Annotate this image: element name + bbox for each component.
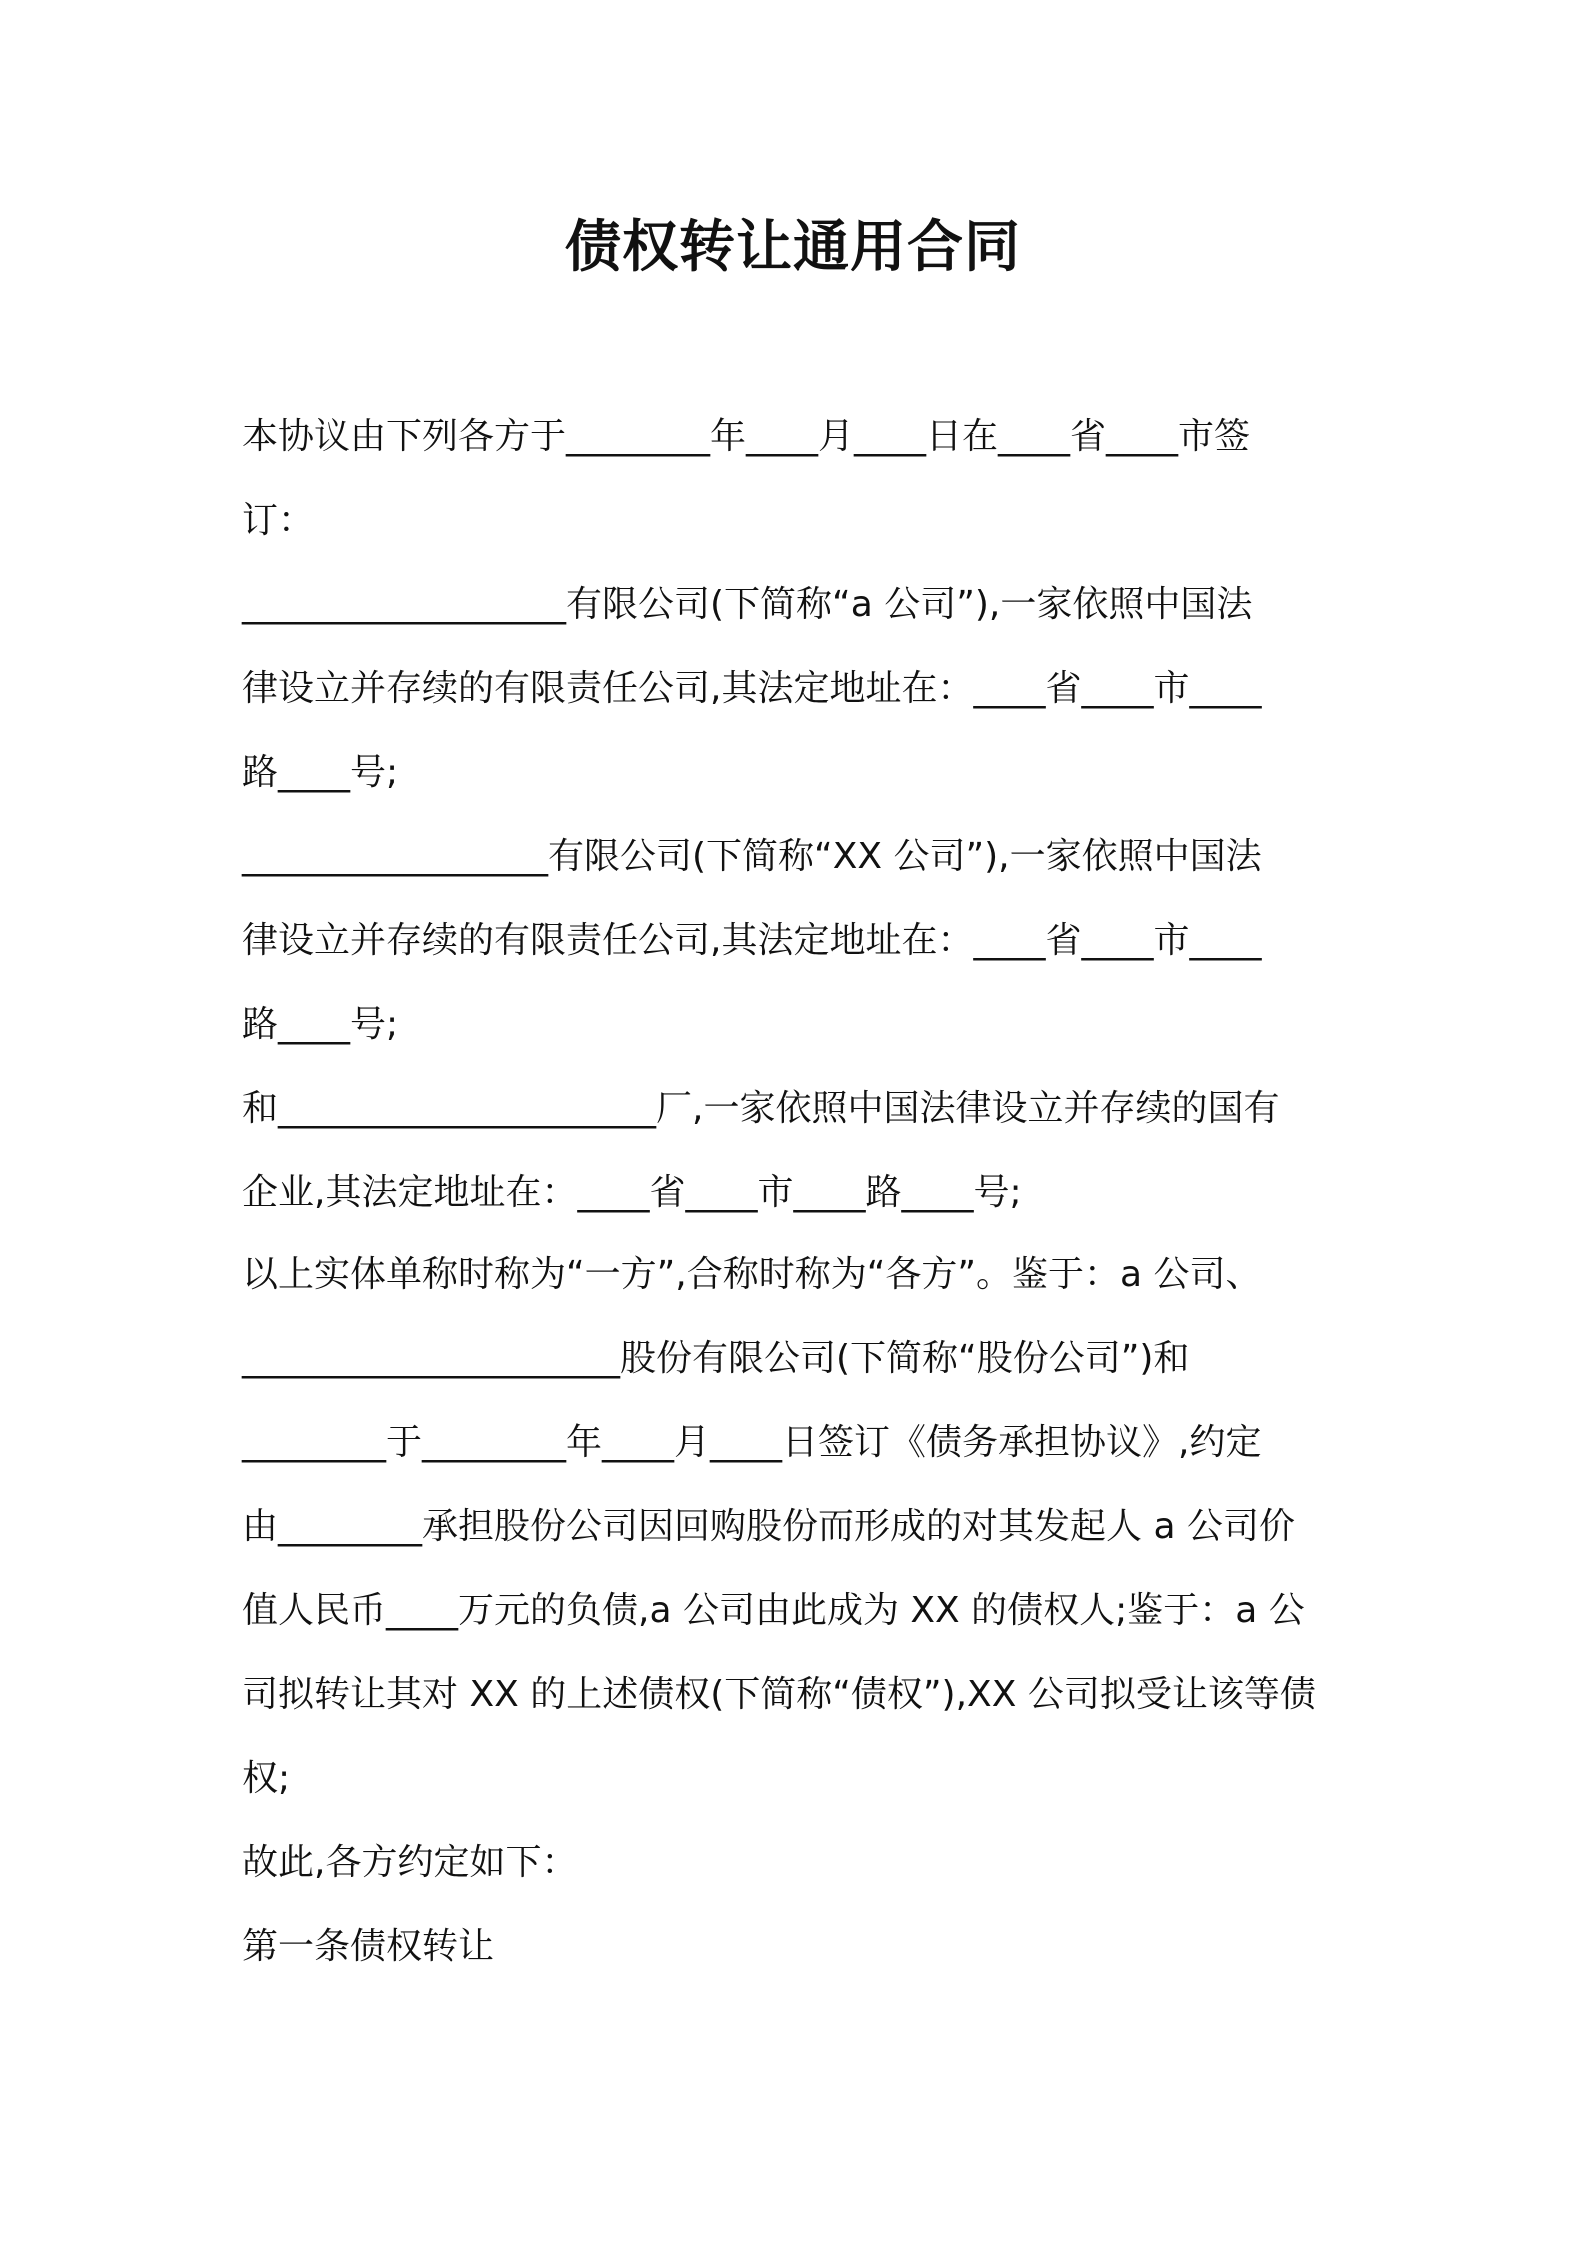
body-line: 律设立并存续的有限责任公司,其法定地址在：____省____市____ [242,668,1262,709]
body-line: 以上实体单称时称为“一方”,合称时称为“各方”。鉴于：a 公司、 [242,1254,1262,1295]
body-line: 路____号; [242,1004,399,1045]
body-line: 路____号; [242,752,399,793]
body-line: 值人民币____万元的负债,a 公司由此成为 XX 的债权人;鉴于：a 公 [242,1590,1305,1631]
document-title: 债权转让通用合同 [565,215,1021,280]
body-line: 权; [242,1758,291,1799]
body-line: 故此,各方约定如下： [242,1842,578,1883]
body-line: ________于________年____月____日签订《债务承担协议》,约定 [242,1422,1262,1463]
section-heading: 第一条债权转让 [242,1926,495,1967]
body-line: 企业,其法定地址在：____省____市____路____号; [242,1172,1022,1213]
body-line: 和_____________________厂,一家依照中国法律设立并存续的国有 [242,1088,1280,1129]
body-line: __________________有限公司(下简称“a 公司”),一家依照中国法 [242,584,1253,625]
document-body [242,395,1352,1989]
body-line: _________________有限公司(下简称“XX 公司”),一家依照中国法 [242,836,1262,877]
body-line: 律设立并存续的有限责任公司,其法定地址在：____省____市____ [242,920,1262,961]
body-line: 司拟转让其对 XX 的上述债权(下简称“债权”),XX 公司拟受让该等债 [242,1674,1316,1715]
body-line: 本协议由下列各方于________年____月____日在____省____市签 [242,416,1251,457]
body-line: 订： [242,500,315,541]
body-line: 由________承担股份公司因回购股份而形成的对其发起人 a 公司价 [242,1506,1295,1547]
body-line: _____________________股份有限公司(下简称“股份公司”)和 [242,1338,1190,1379]
